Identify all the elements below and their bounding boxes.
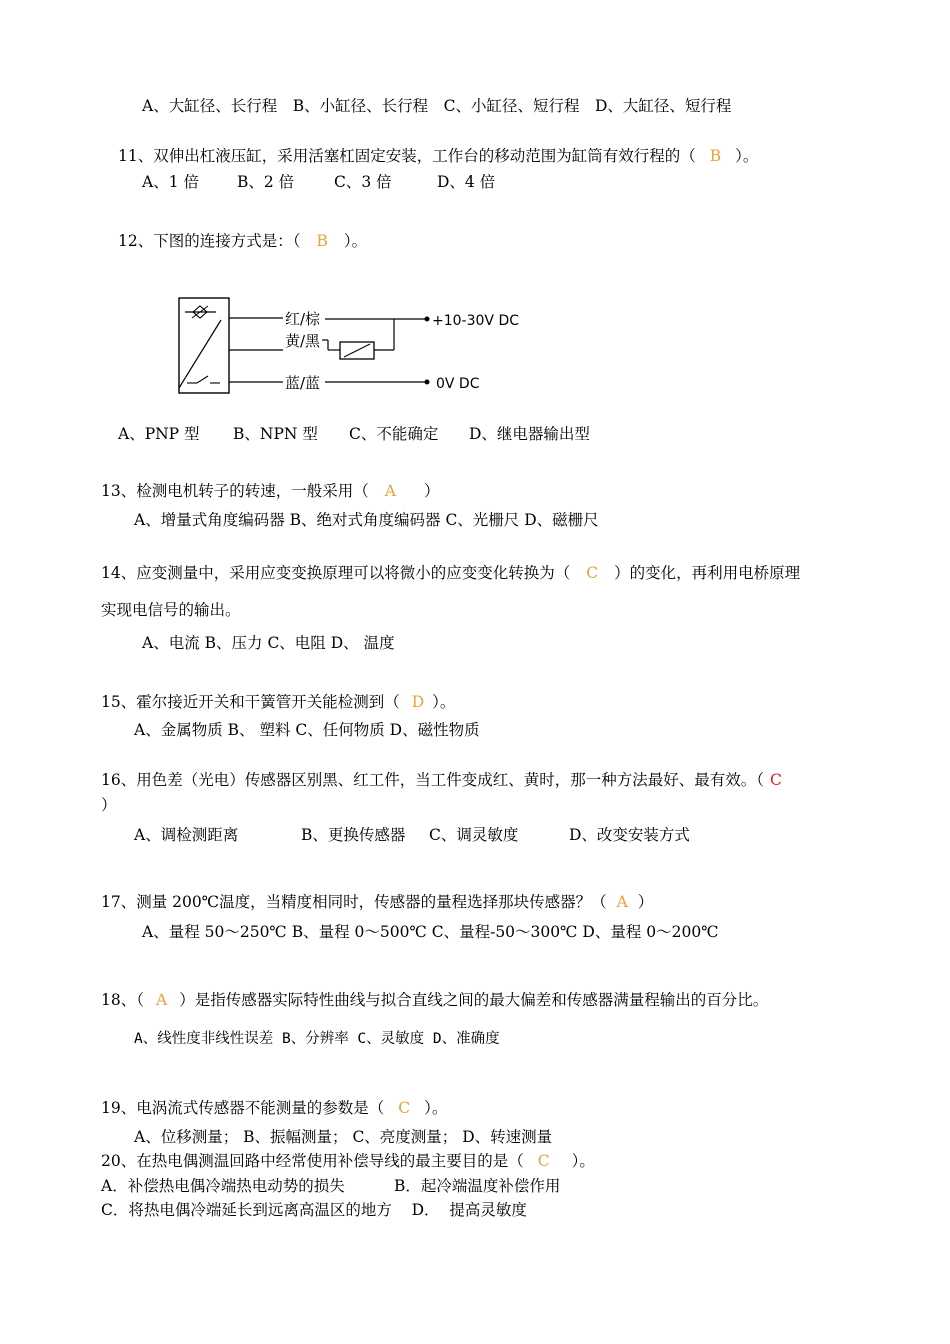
zero-voltage-label: 0V DC [436,376,480,392]
q14-stem [101,563,800,583]
sensor-symbol-icon [185,306,216,318]
q12-stem-post: ）。 [343,232,368,250]
q18-answer: A [155,991,168,1009]
q17-stem-pre: 17、测量 200℃温度，当精度相同时，传感器的量程选择那块传感器？（ [101,893,607,911]
q12-stem [118,231,367,251]
q11-option-d: D、4 倍 [437,173,496,191]
q11-answer: B [709,147,722,165]
wire-red-label: 红/棕 [285,310,321,328]
q14-stem-pre: 14、应变测量中，采用应变变换原理可以将微小的应变变化转换为（ [101,564,571,582]
q18-stem [101,990,768,1010]
q18-stem-post: ）是指传感器实际特性曲线与拟合直线之间的最大偏差和传感器满量程输出的百分比。 [179,991,769,1009]
q13-options: A、增量式角度编码器 B、绝对式角度编码器 C、光栅尺 D、磁栅尺 [134,511,599,529]
q20-stem-post: ）。 [571,1152,595,1170]
q16-option-d: D、改变安装方式 [569,826,690,844]
q12-option-b: B、NPN 型 [233,425,318,443]
q15-stem-post: ）。 [432,693,456,711]
q14-options: A、电流 B、压力 C、电阻 D、 温度 [142,634,395,652]
q14-answer: C [586,564,599,582]
q19-options: A、位移测量； B、振幅测量； C、亮度测量； D、转速测量 [134,1128,553,1146]
q18-stem-pre: 18、（ [101,991,144,1009]
q16-stem-pre: 16、用色差（光电）传感器区别黑、红工件，当工件变成红、黄时，那一种方法最好、最有效。（ [101,771,764,789]
q14-stem-post: ）的变化，再利用电桥原理 [614,564,801,582]
q13-answer: A [384,482,396,500]
q19-stem-pre: 19、电涡流式传感器不能测量的参数是（ [101,1099,385,1117]
q12-option-a: A、PNP 型 [118,425,200,443]
q12-stem-pre: 12、下图的连接方式是：（ [118,232,301,250]
wire-yellow-label: 黄/黑 [285,332,321,350]
switch-symbol-icon [187,376,220,383]
q12-answer: B [316,232,328,250]
q13-stem-pre: 13、检测电机转子的转速，一般采用（ [101,482,369,500]
q16-option-c: C、调灵敏度 [429,826,519,844]
q17-stem [101,892,653,912]
positive-terminal-dot [425,317,430,322]
q11-option-b: B、2 倍 [237,173,295,191]
q10-options: A、大缸径、长行程 B、小缸径、长行程 C、小缸径、短行程 D、大缸径、短行程 [142,97,732,115]
q15-options: A、金属物质 B、 塑料 C、任何物质 D、磁性物质 [134,721,480,739]
q17-answer: A [616,893,628,911]
sensor-diagonal [179,320,221,388]
q16-option-b: B、更换传感器 [301,826,406,844]
q13-stem [101,481,439,501]
q20-stem [101,1151,595,1171]
q16-stem-post: ） [101,796,117,814]
q11-stem-pre: 11、双伸出杠液压缸，采用活塞杠固定安装，工作台的移动范围为缸筒有效行程的（ [118,147,696,165]
q11-stem [118,146,758,166]
q14-stem-line2: 实现电信号的输出。 [101,601,241,619]
q20-stem-pre: 20、在热电偶测温回路中经常使用补偿导线的最主要目的是（ [101,1152,524,1170]
positive-voltage-label: +10-30V DC [432,313,519,329]
q20-options-line1: A．补偿热电偶冷端热电动势的损失 B．起冷端温度补偿作用 [101,1177,561,1195]
q19-answer: C [398,1099,411,1117]
zero-terminal-dot [425,380,430,385]
sensor-wiring-diagram [170,290,520,400]
q20-answer: C [537,1152,550,1170]
q15-answer: D [411,693,425,711]
q19-stem [101,1098,447,1118]
q16-option-a: A、调检测距离 [134,826,239,844]
q12-option-c: C、不能确定 [349,425,439,443]
q12-option-d: D、继电器输出型 [469,425,590,443]
q15-stem-pre: 15、霍尔接近开关和干簧管开关能检测到（ [101,693,400,711]
q17-stem-post: ） [637,893,654,911]
q11-stem-post: ）。 [735,147,759,165]
q13-stem-post: ） [423,482,440,500]
q16-stem [101,770,782,790]
q15-stem [101,692,455,712]
q17-options: A、量程 50～250℃ B、量程 0～500℃ C、量程-50～300℃ D、量程 0～200℃ [142,923,719,941]
q11-option-c: C、3 倍 [334,173,392,191]
q20-options-line2: C．将热电偶冷端延长到远离高温区的地方 D． 提高灵敏度 [101,1201,527,1219]
wire-blue-label: 蓝/蓝 [285,374,321,392]
q19-stem-post: ）。 [424,1099,448,1117]
q16-answer: C [769,771,782,789]
q18-options: A、线性度非线性误差 B、分辨率 C、灵敏度 D、准确度 [134,1031,500,1047]
q11-option-a: A、1 倍 [142,173,199,191]
